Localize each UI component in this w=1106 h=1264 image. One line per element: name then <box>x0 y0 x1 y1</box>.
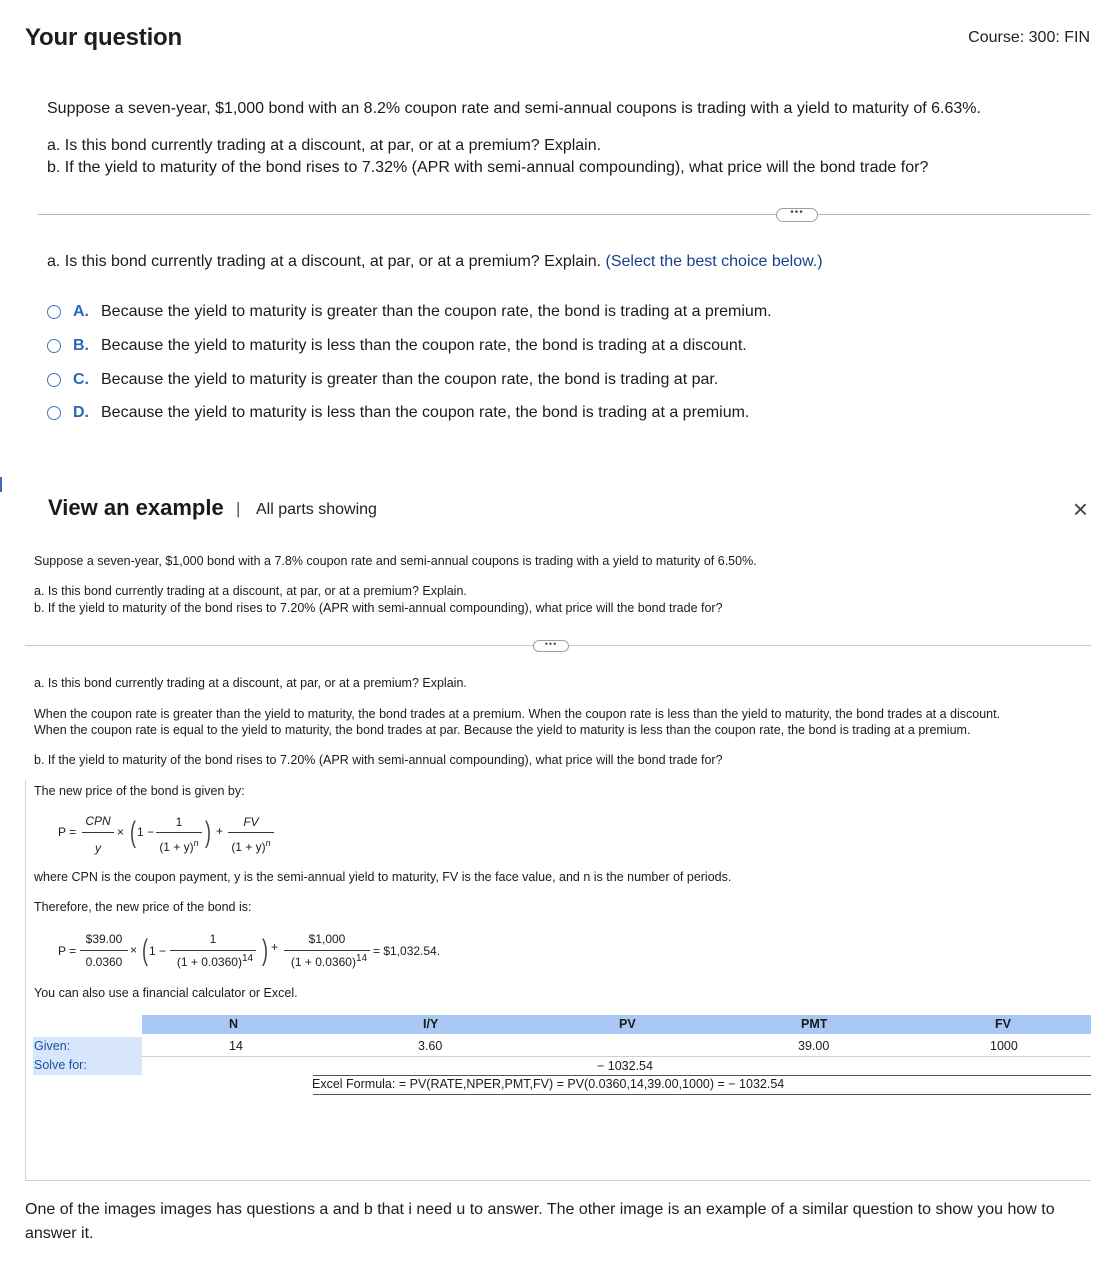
excel-formula: Excel Formula: = PV(RATE,NPER,PMT,FV) = PV(0.0360,14,39.00,1000) = − 1032.54 <box>312 1077 785 1091</box>
answer-b-heading: b. If the yield to maturity of the bond rises to 7.20% (APR with semi-annual compounding), what price will the bond trade for? <box>34 753 723 767</box>
numeric-y: 0.0360 <box>85 955 123 969</box>
given-label-cell <box>33 1037 142 1056</box>
page-title: Your question <box>25 24 182 51</box>
option-letter: C. <box>73 371 89 388</box>
numeric-exponent: 14 <box>241 953 254 964</box>
fraction-bar <box>82 832 114 833</box>
numeric-denom-base: (1 + 0.0360) <box>290 955 356 969</box>
left-paren-icon: ( <box>142 934 148 967</box>
example-title: View an example <box>48 495 224 520</box>
prompt-a <box>47 253 823 271</box>
option-b[interactable] <box>47 337 747 355</box>
question-part-a: a. Is this bond currently trading at a discount, at par, or at a premium? Explain. <box>47 137 602 154</box>
where-text: where CPN is the coupon payment, y is the semi-annual yield to maturity, FV is the face value, and n is the number of periods. <box>34 870 732 884</box>
numeric-exponent: 14 <box>355 953 368 964</box>
header-pmt: PMT <box>801 1017 828 1031</box>
right-paren-icon: ) <box>262 934 268 967</box>
table-row-divider <box>313 1094 1091 1095</box>
radio-icon[interactable] <box>47 373 61 387</box>
numeric-one: 1 <box>209 932 217 946</box>
example-separator: | <box>236 499 241 518</box>
solve-label-cell <box>33 1056 142 1075</box>
left-paren-icon: ( <box>130 816 136 849</box>
user-note: One of the images images has questions a and b that i need u to answer. The other image is an example of a similar question to show you how to answer it. <box>25 1201 1055 1242</box>
all-parts-showing-link[interactable]: All parts showing <box>256 501 377 518</box>
formula-y: y <box>95 841 101 855</box>
bond-price-formula <box>58 812 298 862</box>
option-letter: A. <box>73 303 89 320</box>
example-stem: Suppose a seven-year, $1,000 bond with a 7.8% coupon rate and semi-annual coupons is trading with a yield to maturity of 6.50%. <box>34 554 757 568</box>
radio-icon[interactable] <box>47 305 61 319</box>
given-label: Given: <box>34 1039 71 1053</box>
example-part-a: a. Is this bond currently trading at a discount, at par, or at a premium? Explain. <box>34 584 467 598</box>
select-hint: (Select the best choice below.) <box>605 253 823 270</box>
option-text: Because the yield to maturity is less than the coupon rate, the bond is trading at a premium. <box>101 404 750 421</box>
table-row-divider <box>142 1056 1091 1057</box>
answer-a-heading: a. Is this bond currently trading at a discount, at par, or at a premium? Explain. <box>34 676 467 690</box>
close-icon[interactable]: × <box>1072 494 1088 524</box>
numeric-denominator <box>284 953 374 969</box>
given-n: 14 <box>229 1039 243 1053</box>
fraction-bar <box>228 832 274 833</box>
formula-exponent: n <box>265 838 271 848</box>
formula-denominator <box>229 838 273 854</box>
option-d[interactable] <box>47 404 749 422</box>
formula-cpn: CPN <box>85 814 111 828</box>
expand-question-button[interactable]: ••• <box>776 208 818 222</box>
example-part-b: b. If the yield to maturity of the bond rises to 7.20% (APR with semi-annual compounding), what price will the bond trade for? <box>34 601 723 615</box>
radio-icon[interactable] <box>47 406 61 420</box>
option-text: Because the yield to maturity is less than the coupon rate, the bond is trading at a discount. <box>101 337 747 354</box>
focus-marker <box>0 477 2 492</box>
numeric-result: = $1,032.54. <box>373 944 441 958</box>
fraction-bar <box>284 950 370 951</box>
option-a[interactable] <box>47 303 772 321</box>
calc-intro: You can also use a financial calculator or Excel. <box>34 986 298 1000</box>
formula-denom-base: (1 + y) <box>159 840 194 854</box>
formula-times: × <box>117 825 125 839</box>
table-row-divider <box>313 1075 1091 1076</box>
numeric-price-formula <box>58 928 478 974</box>
formula-one-minus: 1 − <box>137 825 155 839</box>
example-left-border <box>25 780 26 1180</box>
header-fv: FV <box>995 1017 1011 1031</box>
numeric-denominator <box>170 953 260 969</box>
option-c[interactable] <box>47 371 718 389</box>
numeric-one-minus: 1 − <box>149 944 167 958</box>
header-pv: PV <box>619 1017 636 1031</box>
option-text: Because the yield to maturity is greater than the coupon rate, the bond is trading at a premium. <box>101 303 772 320</box>
example-bottom-border <box>25 1180 1091 1181</box>
formula-p: P = <box>58 825 77 839</box>
formula-denominator <box>157 838 201 854</box>
numeric-denom-base: (1 + 0.0360) <box>176 955 242 969</box>
question-stem: Suppose a seven-year, $1,000 bond with an 8.2% coupon rate and semi-annual coupons is trading with a yield to maturity of 6.63%. <box>47 100 981 117</box>
table-header-row <box>142 1015 1091 1034</box>
solve-label: Solve for: <box>34 1058 87 1072</box>
given-iy: 3.60 <box>418 1039 443 1053</box>
radio-icon[interactable] <box>47 339 61 353</box>
numeric-fv: $1,000 <box>308 932 346 946</box>
new-price-intro: The new price of the bond is given by: <box>34 784 245 798</box>
fraction-bar <box>80 950 128 951</box>
numeric-times: × <box>130 943 138 957</box>
course-label: Course: 300: FIN <box>968 29 1090 46</box>
formula-denom-base: (1 + y) <box>231 840 266 854</box>
numeric-p: P = <box>58 944 77 958</box>
formula-fv: FV <box>243 815 259 829</box>
question-part-b: b. If the yield to maturity of the bond rises to 7.32% (APR with semi-annual compounding), what price will the bond trade for? <box>47 159 929 176</box>
formula-plus: + <box>216 824 224 838</box>
expand-example-button[interactable]: ••• <box>533 640 569 652</box>
fraction-bar <box>170 950 256 951</box>
option-text: Because the yield to maturity is greater than the coupon rate, the bond is trading at par. <box>101 371 719 388</box>
right-paren-icon: ) <box>205 816 211 849</box>
option-letter: B. <box>73 337 89 354</box>
prompt-a-text: a. Is this bond currently trading at a discount, at par, or at a premium? Explain. <box>47 253 602 270</box>
given-pmt: 39.00 <box>798 1039 830 1053</box>
formula-one: 1 <box>175 815 183 829</box>
answer-a-line-2: When the coupon rate is equal to the yield to maturity, the bond trades at par. Because the yield to maturity is less than the coupon rate, the bond is trading at a premium. <box>34 723 971 737</box>
calculator-table <box>33 1015 1091 1095</box>
therefore-text: Therefore, the new price of the bond is: <box>34 900 252 914</box>
solve-pv: − 1032.54 <box>597 1059 653 1073</box>
given-fv: 1000 <box>990 1039 1018 1053</box>
numeric-cpn: $39.00 <box>85 932 123 946</box>
answer-a-line-1: When the coupon rate is greater than the yield to maturity, the bond trades at a premium. When the coupon rate is less than the yield to maturity, the bond trades at a discount. <box>34 707 1001 721</box>
divider <box>38 214 1091 215</box>
header-iy: I/Y <box>423 1017 439 1031</box>
formula-exponent: n <box>193 838 199 848</box>
numeric-plus: + <box>271 940 279 954</box>
header-n: N <box>229 1017 239 1031</box>
option-letter: D. <box>73 404 89 421</box>
fraction-bar <box>156 832 202 833</box>
